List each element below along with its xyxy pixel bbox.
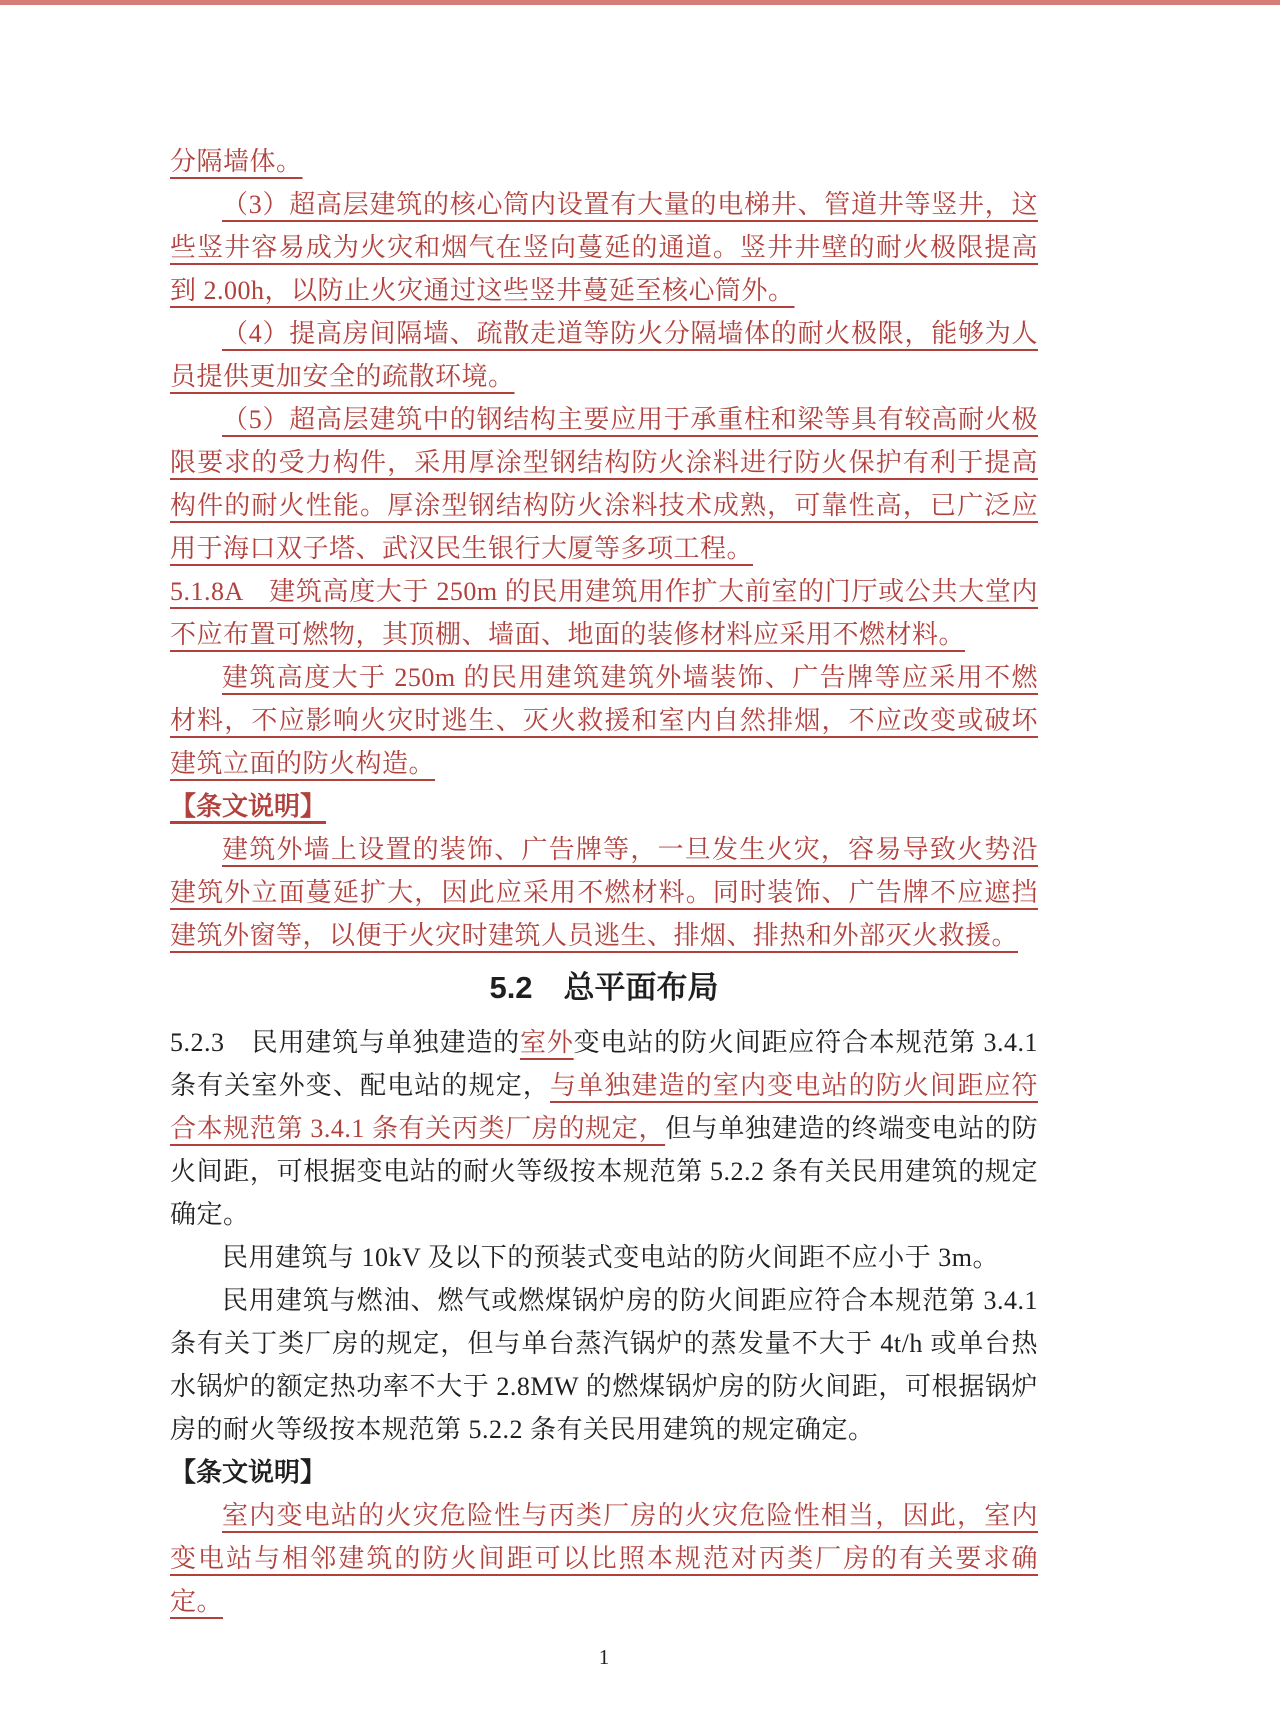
paragraph (170, 1494, 1038, 1623)
paragraph (170, 828, 1038, 957)
paragraph (170, 570, 1038, 656)
section-heading (170, 963, 1038, 1013)
paragraph (170, 1279, 1038, 1451)
paragraph (170, 398, 1038, 570)
revision-text: 与单独建造的室内变电站的防火间距应符合本规范第 3.4.1 条有关丙类厂房的规定， (170, 1071, 1038, 1143)
revision-text: （3）超高层建筑的核心筒内设置有大量的电梯井、管道井等竖井，这些竖井容易成为火灾和烟气在竖向蔓延的通道。竖井井壁的耐火极限提高到 2.00h，以防止火灾通过这些竖井蔓延至核心筒外。 (170, 190, 1038, 305)
revision-text: （4）提高房间隔墙、疏散走道等防火分隔墙体的耐火极限，能够为人员提供更加安全的疏散环境。 (170, 319, 1038, 391)
commentary-label (170, 785, 1038, 828)
revision-text: 室内变电站的火灾危险性与丙类厂房的火灾危险性相当，因此，室内变电站与相邻建筑的防火间距可以比照本规范对丙类厂房的有关要求确定。 (170, 1501, 1038, 1616)
body-text: 5.2.3 民用建筑与单独建造的 (170, 1028, 520, 1057)
revision-text: 室外 (519, 1028, 574, 1057)
paragraph (170, 1021, 1038, 1236)
revision-text: （5）超高层建筑中的钢结构主要应用于承重柱和梁等具有较高耐火极限要求的受力构件，采用厚涂型钢结构防火涂料进行防火保护有利于提高构件的耐火性能。厚涂型钢结构防火涂料技术成熟，可靠性高，已广泛应用于海口双子塔、武汉民生银行大厦等多项工程。 (170, 405, 1038, 563)
document-blocks (170, 140, 1038, 1623)
paragraph (170, 312, 1038, 398)
page-number: 1 (598, 1645, 610, 1669)
paragraph (170, 656, 1038, 785)
scan-artifact-line (0, 0, 1280, 5)
paragraph (170, 1236, 1038, 1279)
revision-text: 5.1.8A 建筑高度大于 250m 的民用建筑用作扩大前室的门厅或公共大堂内不应布置可燃物，其顶棚、墙面、地面的装修材料应采用不燃材料。 (170, 577, 1038, 649)
paragraph (170, 140, 1038, 183)
revision-text: 建筑高度大于 250m 的民用建筑建筑外墙装饰、广告牌等应采用不燃材料，不应影响火灾时逃生、灭火救援和室内自然排烟，不应改变或破坏建筑立面的防火构造。 (170, 663, 1038, 778)
body-text: 但与单独建造的终端变电站的防火间距，可根据变电站的耐火等级按本规范第 5.2.2 条有关民用建筑的规定确定。 (170, 1114, 1038, 1229)
revision-text: 建筑外墙上设置的装饰、广告牌等，一旦发生火灾，容易导致火势沿建筑外立面蔓延扩大，因此应采用不燃材料。同时装饰、广告牌不应遮挡建筑外窗等，以便于火灾时建筑人员逃生、排烟、排热和外部灭火救援。 (170, 835, 1038, 950)
body-text: 变电站的防火间距应符合本规范第 3.4.1 条有关室外变、配电站的规定， (170, 1028, 1038, 1100)
paragraph (170, 183, 1038, 312)
revision-text: 【条文说明】 (170, 791, 327, 821)
commentary-label (170, 1451, 1038, 1494)
revision-text: 分隔墙体。 (170, 147, 303, 176)
body-text: 民用建筑与 10kV 及以下的预装式变电站的防火间距不应小于 3m。 (222, 1243, 1000, 1272)
body-text: 【条文说明】 (170, 1457, 327, 1487)
body-text: 民用建筑与燃油、燃气或燃煤锅炉房的防火间距应符合本规范第 3.4.1 条有关丁类厂房的规定，但与单台蒸汽锅炉的蒸发量不大于 4t/h 或单台热水锅炉的额定热功率不大于 2.8MW 的燃煤锅炉房的防火间距，可根据锅炉房的耐火等级按本规范第 5.2.2 条有关民用建筑的规定确定。 (170, 1286, 1038, 1444)
body-text: 5.2 总平面布局 (489, 970, 719, 1005)
